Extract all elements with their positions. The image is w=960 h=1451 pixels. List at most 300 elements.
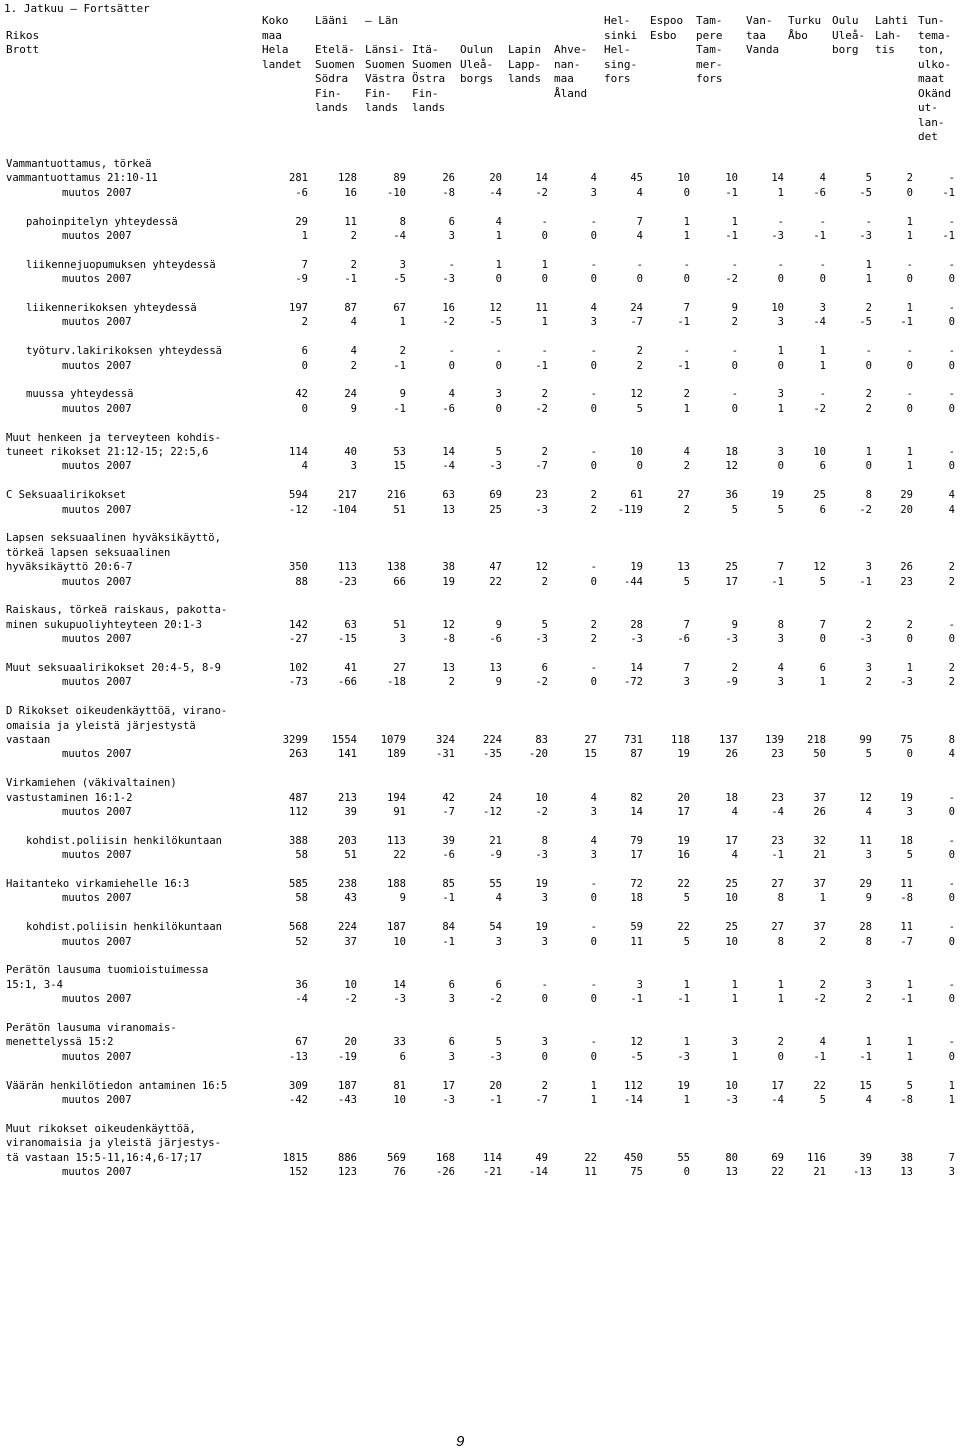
- table-cell: 11: [630, 935, 643, 948]
- table-cell: 8: [865, 489, 872, 502]
- table-cell: 0: [731, 402, 738, 415]
- table-cell: 1: [495, 230, 502, 242]
- table-cell: -66: [338, 676, 357, 689]
- row-label: muutos 2007: [62, 359, 132, 372]
- row-label: muussa yhteydessä: [26, 388, 134, 401]
- table-cell: 4: [590, 791, 597, 804]
- table-cell: 0: [590, 1050, 597, 1063]
- table-cell: -3: [489, 460, 502, 473]
- column-header-line: Lapp-: [508, 57, 542, 71]
- table-cell: 141: [338, 748, 357, 761]
- table-cell: 10: [725, 892, 738, 905]
- table-cell: -1: [677, 359, 690, 372]
- column-header-line: tema-: [918, 28, 952, 42]
- table-cell: 4: [590, 302, 597, 314]
- table-cell: 12: [859, 791, 872, 804]
- table-cell: 18: [725, 446, 738, 458]
- section-heading: D Rikokset oikeudenkäyttöä, virano-: [6, 705, 228, 718]
- table-cell: 75: [630, 1166, 643, 1178]
- column-header-line: Uleå-: [460, 57, 494, 71]
- table-cell: 28: [859, 921, 872, 934]
- table-cell: -3: [725, 633, 738, 646]
- table-cell: -1: [489, 1094, 502, 1106]
- table-cell: 25: [725, 561, 738, 574]
- table-cell: 1: [683, 1036, 690, 1049]
- table-cell: 0: [948, 402, 955, 415]
- table-cell: 5: [683, 892, 690, 905]
- table-cell: 3: [636, 978, 643, 991]
- table-cell: 25: [725, 878, 738, 890]
- table-cell: 63: [442, 489, 455, 502]
- table-cell: 114: [289, 446, 308, 458]
- table-cell: 19: [535, 878, 548, 890]
- table-cell: 17: [442, 1079, 455, 1092]
- table-cell: -1: [771, 849, 784, 862]
- column-header-line: Suomen: [365, 57, 405, 71]
- table-cell: 17: [677, 806, 690, 818]
- table-cell: -: [541, 978, 548, 991]
- table-cell: 22: [813, 1079, 826, 1092]
- table-cell: 4: [731, 806, 738, 818]
- table-cell: 26: [725, 748, 738, 761]
- table-cell: -3: [859, 230, 872, 242]
- table-cell: 1: [731, 215, 738, 228]
- table-cell: -: [683, 258, 690, 271]
- table-cell: 0: [590, 935, 597, 948]
- table-cell: -: [948, 791, 955, 804]
- table-cell: 6: [819, 662, 826, 674]
- column-header-line: pere: [696, 28, 723, 42]
- table-cell: 2: [865, 618, 872, 631]
- table-cell: 3: [541, 1036, 548, 1049]
- table-cell: 26: [900, 561, 913, 574]
- table-cell: 8: [777, 892, 784, 905]
- table-cell: 3: [590, 849, 597, 862]
- table-cell: 19: [900, 791, 913, 804]
- table-cell: -: [541, 345, 548, 358]
- column-header-line: Okänd: [918, 86, 952, 100]
- table-cell: 5: [906, 849, 913, 862]
- row-label: muutos 2007: [62, 503, 132, 516]
- table-cell: -1: [442, 892, 455, 905]
- row-label: muutos 2007: [62, 575, 132, 588]
- column-header-line: ut-: [918, 101, 938, 114]
- table-cell: 39: [442, 834, 455, 847]
- table-cell: 18: [630, 892, 643, 905]
- table-cell: 10: [725, 1079, 738, 1092]
- table-cell: -7: [900, 935, 913, 948]
- table-cell: 1: [906, 460, 913, 473]
- table-cell: -72: [624, 676, 643, 689]
- table-cell: 2: [683, 460, 690, 473]
- table-cell: -: [948, 172, 955, 185]
- column-header-line: mer-: [696, 57, 723, 71]
- table-cell: 0: [541, 1050, 548, 1063]
- table-cell: -3: [442, 273, 455, 286]
- table-cell: 0: [495, 402, 502, 415]
- table-cell: 128: [338, 172, 357, 185]
- table-cell: 14: [630, 806, 643, 818]
- section-heading: Raiskaus, törkeä raiskaus, pakotta-: [6, 604, 228, 617]
- table-cell: 58: [295, 892, 308, 905]
- table-cell: 16: [442, 302, 455, 314]
- table-cell: 2: [948, 676, 955, 689]
- table-cell: 23: [900, 575, 913, 588]
- column-header-line: Etelä-: [315, 43, 355, 56]
- table-cell: 3: [590, 316, 597, 329]
- table-cell: 0: [948, 633, 955, 646]
- table-cell: 0: [590, 402, 597, 415]
- row-label: muutos 2007: [62, 849, 132, 862]
- row-label: muutos 2007: [62, 273, 132, 286]
- table-cell: 3: [777, 676, 784, 689]
- table-cell: -3: [630, 633, 643, 646]
- table-cell: 2: [590, 618, 597, 631]
- row-label: muutos 2007: [62, 676, 132, 689]
- column-header-line: ton,: [918, 43, 945, 56]
- table-cell: -1: [393, 359, 406, 372]
- table-cell: 32: [813, 834, 826, 847]
- table-cell: 3: [777, 446, 784, 458]
- table-cell: 11: [859, 834, 872, 847]
- table-cell: 2: [683, 503, 690, 516]
- table-cell: 2: [541, 575, 548, 588]
- table-cell: 0: [948, 1050, 955, 1063]
- table-cell: 1: [906, 1050, 913, 1063]
- table-cell: 0: [948, 273, 955, 286]
- row-label: muutos 2007: [62, 892, 132, 905]
- table-cell: 2: [906, 172, 913, 185]
- column-header-line: borg: [832, 43, 859, 56]
- table-cell: -1: [900, 316, 913, 329]
- column-header-line: Lah-: [875, 28, 902, 42]
- table-cell: 12: [535, 561, 548, 574]
- table-cell: -8: [442, 186, 455, 199]
- column-header-line: fors: [696, 72, 723, 85]
- table-cell: 75: [900, 734, 913, 746]
- table-cell: 85: [442, 878, 455, 890]
- header-brott: Brott: [6, 43, 40, 56]
- table-cell: -1: [393, 402, 406, 415]
- column-header-line: maa: [554, 72, 574, 85]
- table-cell: -: [590, 878, 597, 890]
- column-header-line: maa: [262, 28, 282, 42]
- table-cell: -: [590, 345, 597, 358]
- table-cell: -3: [900, 676, 913, 689]
- table-cell: 21: [813, 1166, 826, 1178]
- row-label: muutos 2007: [62, 993, 132, 1006]
- table-cell: -19: [338, 1050, 357, 1063]
- table-cell: -: [590, 258, 597, 271]
- section-heading: Lapsen seksuaalinen hyväksikäyttö,: [6, 532, 221, 545]
- table-cell: 1: [777, 186, 784, 199]
- table-cell: -3: [489, 1050, 502, 1063]
- table-cell: -: [731, 258, 738, 271]
- table-cell: 0: [906, 748, 913, 761]
- table-cell: -9: [295, 273, 308, 286]
- table-cell: 20: [489, 1079, 502, 1092]
- table-cell: 8: [865, 935, 872, 948]
- table-cell: -13: [853, 1166, 872, 1178]
- column-header-line: Hel-: [604, 43, 631, 56]
- table-cell: 0: [948, 993, 955, 1006]
- table-cell: -4: [393, 230, 406, 242]
- table-cell: 569: [387, 1151, 406, 1164]
- table-cell: 7: [683, 302, 690, 314]
- table-cell: 19: [677, 834, 690, 847]
- table-cell: 0: [948, 935, 955, 948]
- table-cell: 4: [731, 849, 738, 862]
- table-cell: 1079: [380, 734, 406, 746]
- table-cell: 2: [948, 575, 955, 588]
- table-cell: 0: [906, 273, 913, 286]
- table-cell: 123: [338, 1166, 357, 1178]
- table-cell: 51: [393, 503, 406, 516]
- table-cell: 13: [442, 503, 455, 516]
- table-cell: 11: [900, 878, 913, 890]
- table-cell: 113: [387, 834, 406, 847]
- table-cell: 0: [819, 273, 826, 286]
- table-cell: -6: [489, 633, 502, 646]
- table-cell: 14: [442, 446, 455, 458]
- table-cell: 51: [344, 849, 357, 862]
- table-cell: -2: [535, 402, 548, 415]
- table-cell: -26: [436, 1166, 455, 1178]
- table-cell: 41: [344, 662, 357, 674]
- table-cell: 2: [948, 662, 955, 674]
- table-cell: -9: [725, 676, 738, 689]
- table-cell: 8: [948, 734, 955, 746]
- table-cell: -: [590, 388, 597, 401]
- table-cell: 309: [289, 1079, 308, 1092]
- table-cell: 20: [489, 172, 502, 185]
- table-cell: 1: [541, 316, 548, 329]
- table-cell: -: [906, 345, 913, 358]
- table-cell: -7: [442, 806, 455, 818]
- table-cell: 5: [865, 748, 872, 761]
- table-cell: -: [819, 388, 826, 401]
- table-cell: 17: [725, 834, 738, 847]
- table-cell: 1554: [331, 734, 357, 746]
- row-label: Väärän henkilötiedon antaminen 16:5: [6, 1079, 228, 1092]
- table-cell: 3: [865, 561, 872, 574]
- table-cell: -7: [535, 1094, 548, 1106]
- column-header-line: Västra: [365, 72, 405, 85]
- table-cell: 22: [584, 1151, 597, 1164]
- table-cell: 0: [590, 230, 597, 242]
- table-cell: 38: [900, 1151, 913, 1164]
- row-label: työturv.lakirikoksen yhteydessä: [26, 345, 222, 358]
- table-cell: -: [590, 215, 597, 228]
- table-cell: 0: [495, 359, 502, 372]
- table-cell: -: [590, 978, 597, 991]
- column-header-line: Fin-: [412, 86, 439, 100]
- table-cell: -8: [442, 633, 455, 646]
- table-cell: -3: [771, 230, 784, 242]
- table-cell: 9: [495, 618, 502, 631]
- table-cell: 21: [489, 834, 502, 847]
- table-cell: 13: [725, 1166, 738, 1178]
- table-cell: 2: [541, 388, 548, 401]
- table-cell: 6: [495, 978, 502, 991]
- table-cell: 0: [448, 359, 455, 372]
- table-cell: 218: [807, 734, 826, 746]
- table-cell: -: [590, 921, 597, 934]
- table-cell: 0: [590, 575, 597, 588]
- table-cell: 1: [683, 1094, 690, 1106]
- table-cell: -: [819, 258, 826, 271]
- table-cell: 189: [387, 748, 406, 761]
- table-cell: -13: [289, 1050, 308, 1063]
- table-cell: 12: [489, 302, 502, 314]
- table-cell: 18: [900, 834, 913, 847]
- table-cell: 80: [725, 1151, 738, 1164]
- column-header-line: Åbo: [788, 28, 808, 42]
- table-cell: 1: [819, 676, 826, 689]
- table-cell: 5: [541, 618, 548, 631]
- table-cell: 42: [442, 791, 455, 804]
- row-label: muutos 2007: [62, 1166, 132, 1178]
- table-cell: 1: [777, 402, 784, 415]
- row-label: muutos 2007: [62, 935, 132, 948]
- table-cell: -1: [630, 993, 643, 1006]
- table-cell: 1: [777, 978, 784, 991]
- table-cell: 3: [541, 892, 548, 905]
- column-header-line: Ahve-: [554, 43, 588, 56]
- table-cell: 0: [683, 1166, 690, 1178]
- column-header-line: det: [918, 130, 938, 143]
- table-cell: 36: [725, 489, 738, 502]
- row-label: muutos 2007: [62, 806, 132, 818]
- table-cell: 2: [590, 503, 597, 516]
- table-cell: 0: [541, 273, 548, 286]
- table-cell: 6: [301, 345, 308, 358]
- section-heading: Perätön lausuma tuomioistuimessa: [6, 964, 209, 977]
- table-cell: 13: [900, 1166, 913, 1178]
- table-cell: 19: [442, 575, 455, 588]
- table-cell: 1: [399, 316, 406, 329]
- table-cell: 2: [777, 1036, 784, 1049]
- table-cell: 10: [725, 172, 738, 185]
- table-cell: 25: [813, 489, 826, 502]
- table-cell: -: [948, 446, 955, 458]
- table-cell: 9: [399, 388, 406, 401]
- table-cell: -: [819, 215, 826, 228]
- table-cell: 51: [393, 618, 406, 631]
- table-cell: -1: [725, 230, 738, 242]
- table-cell: -1: [442, 935, 455, 948]
- table-cell: -104: [331, 503, 357, 516]
- table-cell: 37: [813, 878, 826, 890]
- table-cell: -1: [859, 1050, 872, 1063]
- table-cell: 1: [906, 1036, 913, 1049]
- row-label: Haitanteko virkamiehelle 16:3: [6, 878, 190, 890]
- table-cell: 10: [725, 935, 738, 948]
- table-cell: 1: [731, 978, 738, 991]
- column-header-line: sing-: [604, 57, 638, 71]
- row-label: liikennerikoksen yhteydessä: [26, 302, 197, 314]
- section-heading: viranomaisia ja yleistä järjestys-: [6, 1137, 221, 1150]
- column-header-line: Oulu: [832, 14, 859, 27]
- table-cell: 3: [541, 935, 548, 948]
- table-cell: 4: [636, 230, 643, 242]
- table-cell: 38: [442, 561, 455, 574]
- table-cell: 2: [731, 316, 738, 329]
- table-cell: 0: [590, 676, 597, 689]
- table-cell: 216: [387, 489, 406, 502]
- table-cell: -5: [859, 316, 872, 329]
- table-cell: 3: [495, 935, 502, 948]
- table-cell: 9: [731, 302, 738, 314]
- table-cell: 2: [865, 993, 872, 1006]
- table-cell: -3: [535, 849, 548, 862]
- table-cell: 5: [731, 503, 738, 516]
- table-cell: -23: [338, 575, 357, 588]
- table-cell: 5: [636, 402, 643, 415]
- table-cell: -2: [344, 993, 357, 1006]
- column-header-line: Turku: [788, 14, 822, 27]
- row-label: vastustaminen 16:1-2: [6, 791, 133, 804]
- table-cell: 8: [399, 215, 406, 228]
- table-cell: -42: [289, 1094, 308, 1106]
- table-cell: 14: [630, 662, 643, 674]
- table-cell: 1: [948, 1079, 955, 1092]
- table-cell: 0: [948, 460, 955, 473]
- column-header-line: sinki: [604, 28, 638, 42]
- row-label: menettelyssä 15:2: [6, 1036, 114, 1049]
- table-cell: 3: [865, 849, 872, 862]
- table-cell: 1: [906, 446, 913, 458]
- table-cell: -1: [344, 273, 357, 286]
- table-cell: -: [865, 215, 872, 228]
- table-cell: 7: [948, 1151, 955, 1164]
- table-cell: 4: [948, 503, 955, 516]
- table-cell: 113: [338, 561, 357, 574]
- table-cell: 20: [344, 1036, 357, 1049]
- row-label: muutos 2007: [62, 1094, 132, 1106]
- table-cell: 27: [771, 921, 784, 934]
- table-cell: -1: [942, 186, 955, 199]
- table-cell: 26: [442, 172, 455, 185]
- table-cell: 29: [859, 878, 872, 890]
- table-cell: 142: [289, 618, 308, 631]
- column-header-line: Östra: [412, 72, 446, 85]
- table-cell: 0: [906, 402, 913, 415]
- column-header-line: – Län: [365, 14, 399, 27]
- column-header-line: Tam-: [696, 43, 723, 56]
- table-cell: 0: [777, 1050, 784, 1063]
- table-cell: 0: [301, 359, 308, 372]
- table-cell: -: [448, 258, 455, 271]
- table-cell: 1: [590, 1094, 597, 1106]
- table-cell: 0: [590, 273, 597, 286]
- table-cell: 1: [777, 345, 784, 358]
- table-cell: 224: [338, 921, 357, 934]
- table-cell: 87: [630, 748, 643, 761]
- table-cell: 1: [683, 230, 690, 242]
- table-cell: 0: [819, 633, 826, 646]
- table-cell: 39: [344, 806, 357, 818]
- table-cell: 3: [777, 316, 784, 329]
- table-cell: 0: [948, 849, 955, 862]
- table-cell: -: [948, 1036, 955, 1049]
- table-cell: 3: [399, 633, 406, 646]
- table-cell: -8: [900, 1094, 913, 1106]
- column-header-line: Van-: [746, 14, 773, 27]
- table-cell: 0: [948, 806, 955, 818]
- table-cell: 0: [590, 892, 597, 905]
- table-cell: -3: [859, 633, 872, 646]
